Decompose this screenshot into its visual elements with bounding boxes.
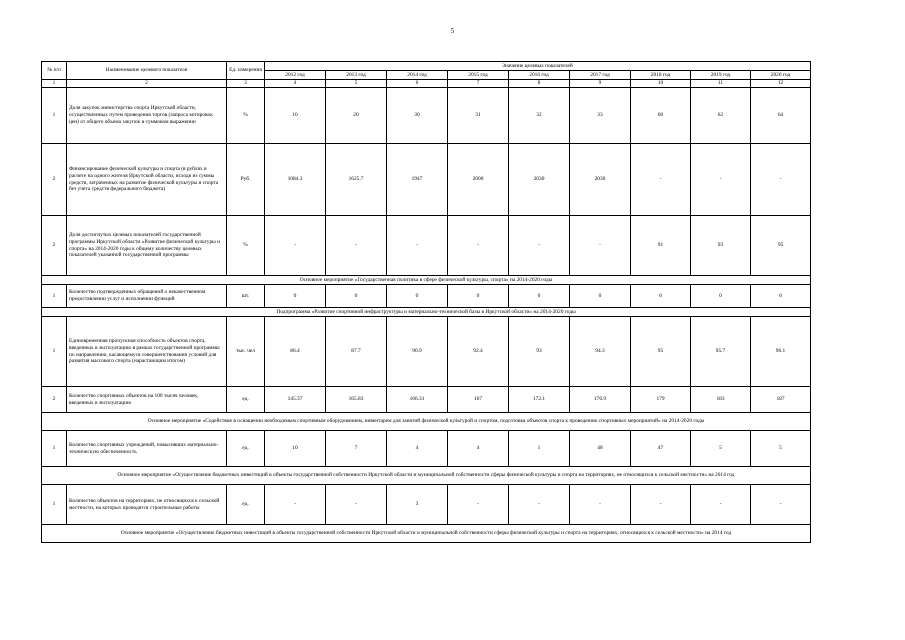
col-number: 6 [387,80,448,88]
value-cell: 0 [265,285,326,308]
value-cell: - [509,216,570,276]
row-number: 2 [42,387,67,413]
value-cell: 0 [570,285,631,308]
value-cell: 0 [326,285,387,308]
header-year: 2017 год [570,71,631,80]
value-cell: 3 [387,485,448,525]
value-cell: - [509,485,570,525]
col-number: 3 [227,80,265,88]
value-cell: 1947 [387,144,448,216]
col-number: 5 [326,80,387,88]
value-cell: - [570,216,631,276]
value-cell: 1084.3 [265,144,326,216]
col-number: 10 [631,80,691,88]
value-cell: 92.4 [448,317,509,387]
value-cell: 93 [691,216,751,276]
unit-cell: % [227,88,265,144]
value-cell: - [631,144,691,216]
value-cell: 87.7 [326,317,387,387]
value-cell: - [691,485,751,525]
value-cell: - [326,485,387,525]
value-cell: 187 [751,387,811,413]
section-title: Основное мероприятие «Содействие в оснащении необходимым спортивным оборудованием, инвентарем для занятий физической культурой и спортом, подготовка объектов спорта к проведению спортивных мероприятий» на 2014-2020 годы [42,413,811,431]
table-row [42,88,811,144]
value-cell: 0 [509,285,570,308]
value-cell: 5 [691,431,751,467]
header-year: 2013 год [326,71,387,80]
table-row [42,387,811,413]
header-values-title: Значение целевых показателей [265,62,811,71]
value-cell: 90.9 [387,317,448,387]
value-cell: 91 [631,216,691,276]
value-cell: 167 [448,387,509,413]
header-year: 2014 год [387,71,448,80]
value-cell: 0 [387,285,448,308]
section-row [42,413,811,431]
col-number: 11 [691,80,751,88]
header-row [42,62,811,71]
value-cell: 95 [751,216,811,276]
col-number: 12 [751,80,811,88]
value-cell: 2000 [448,144,509,216]
value-cell: 20 [326,88,387,144]
value-cell: 62 [691,88,751,144]
value-cell: 176.9 [570,387,631,413]
value-cell: 7 [326,431,387,467]
col-number: 2 [67,80,227,88]
unit-cell: ед. [227,485,265,525]
value-cell: 4 [387,431,448,467]
value-cell: - [691,144,751,216]
table-row [42,317,811,387]
value-cell: 0 [751,285,811,308]
value-cell: 1 [509,431,570,467]
value-cell: 172.1 [509,387,570,413]
col-number: 7 [448,80,509,88]
value-cell: 4 [448,431,509,467]
table-row [42,431,811,467]
row-number: 1 [42,431,67,467]
value-cell: 60 [631,88,691,144]
unit-cell: ед. [227,431,265,467]
header-year: 2019 год [691,71,751,80]
target-indicators-table [41,61,811,543]
indicator-name: Количество объектов на территориях, не относящихся к сельской местности, на которых проводятся строительные работы [67,485,227,525]
section-row [42,308,811,317]
value-cell: 86.4 [265,317,326,387]
header-year: 2016 год [509,71,570,80]
header-year: 2012 год [265,71,326,80]
value-cell: 48 [570,431,631,467]
value-cell: 64 [751,88,811,144]
value-cell: 93 [509,317,570,387]
value-cell: 32 [509,88,570,144]
value-cell: 2030 [570,144,631,216]
value-cell: 10 [265,431,326,467]
row-number: 1 [42,317,67,387]
column-numbers-row [42,80,811,88]
value-cell: 145.37 [265,387,326,413]
value-cell: 5 [751,431,811,467]
indicator-name: Единовременная пропускная способность объектов спорта, введенных в эксплуатацию в рамках государственной программы по направлению, касающемуся совершенствования условий для развития массового спорта (нарастающим итогом) [67,317,227,387]
value-cell: - [265,216,326,276]
value-cell: 0 [691,285,751,308]
value-cell: 95 [631,317,691,387]
value-cell: 183 [691,387,751,413]
header-num: № п/п [42,62,67,80]
table-row [42,285,811,308]
header-year: 2015 год [448,71,509,80]
unit-cell: шт. [227,285,265,308]
col-number: 4 [265,80,326,88]
value-cell: 95.7 [691,317,751,387]
value-cell: 2030 [509,144,570,216]
value-cell: 0 [448,285,509,308]
header-year: 2018 год [631,71,691,80]
section-row [42,276,811,285]
header-year: 2020 год [751,71,811,80]
section-title: Основное мероприятие «Осуществление бюджетных инвестиций в объекты государственной собственности Иркутской области и муниципальной собственности сферы физической культуры и спорта на территориях, относящихся к сельской местности» на 2014 год [42,525,811,543]
value-cell: 30 [387,88,448,144]
row-number: 1 [42,88,67,144]
value-cell: 1625.7 [326,144,387,216]
indicator-name: Доля достигнутых целевых показателей государственной программы Иркутской области «Развитие физической культуры и спорта» на 2014-2020 годы к общему количеству целевых показателей указанной государственной программы [67,216,227,276]
table-row [42,144,811,216]
value-cell: 0 [631,285,691,308]
value-cell: 31 [448,88,509,144]
value-cell: 33 [570,88,631,144]
value-cell: 47 [631,431,691,467]
table-row [42,216,811,276]
value-cell: - [751,485,811,525]
value-cell: - [326,216,387,276]
value-cell: - [265,485,326,525]
col-number: 9 [570,80,631,88]
table-row [42,485,811,525]
section-row [42,467,811,485]
section-row [42,525,811,543]
value-cell: - [751,144,811,216]
header-name: Наименование целевого показателя [67,62,227,80]
page-number: 5 [450,27,455,35]
value-cell: 166.31 [387,387,448,413]
row-number: 2 [42,144,67,216]
indicator-name: Доля закупок министерства спорта Иркутской области, осуществленных путем проведения торгов (запроса котировок цен) от общего объема закупок в суммовом выражении [67,88,227,144]
value-cell: - [570,485,631,525]
section-title: Основное мероприятие «Осуществление бюджетных инвестиций в объекты государственной собственности Иркутской области и муниципальной собственности сферы физической культуры и спорта на территориях, не относящихся к сельской местности» на 2014 год [42,467,811,485]
value-cell: - [448,485,509,525]
unit-cell: Руб. [227,144,265,216]
col-number: 8 [509,80,570,88]
unit-cell: ед. [227,387,265,413]
row-number: 2 [42,216,67,276]
section-title: Подпрограмма «Развитие спортивной инфраструктуры и материально-технической базы в Иркутской области» на 2014-2020 годы [42,308,811,317]
row-number: 1 [42,485,67,525]
value-cell: 96.1 [751,317,811,387]
indicator-name: Финансирование физической культуры и спорта (в рублях в расчете на одного жителя Иркутской области, исходя из суммы средств, затраченных на развитие физической культуры и спорта без учета средств федерального бюджета) [67,144,227,216]
indicator-name: Количество подтвержденных обращений о некачественном предоставлении услуг и исполнении функций [67,285,227,308]
header-unit: Ед. измерения [227,62,265,80]
value-cell: 179 [631,387,691,413]
value-cell: 10 [265,88,326,144]
indicator-name: Количество спортивных учреждений, повысивших материально-техническую обеспеченность [67,431,227,467]
value-cell: - [631,485,691,525]
value-cell: - [387,216,448,276]
indicator-name: Количество спортивных объектов на 100 тысяч человек, введенных в эксплуатацию [67,387,227,413]
unit-cell: % [227,216,265,276]
col-number: 1 [42,80,67,88]
section-title: Основное мероприятие «Государственная политика в сфере физической культуры, спорта» на 2014-2020 годы [42,276,811,285]
value-cell: 165.83 [326,387,387,413]
value-cell: 94.3 [570,317,631,387]
row-number: 1 [42,285,67,308]
unit-cell: тыс. чел [227,317,265,387]
value-cell: - [448,216,509,276]
